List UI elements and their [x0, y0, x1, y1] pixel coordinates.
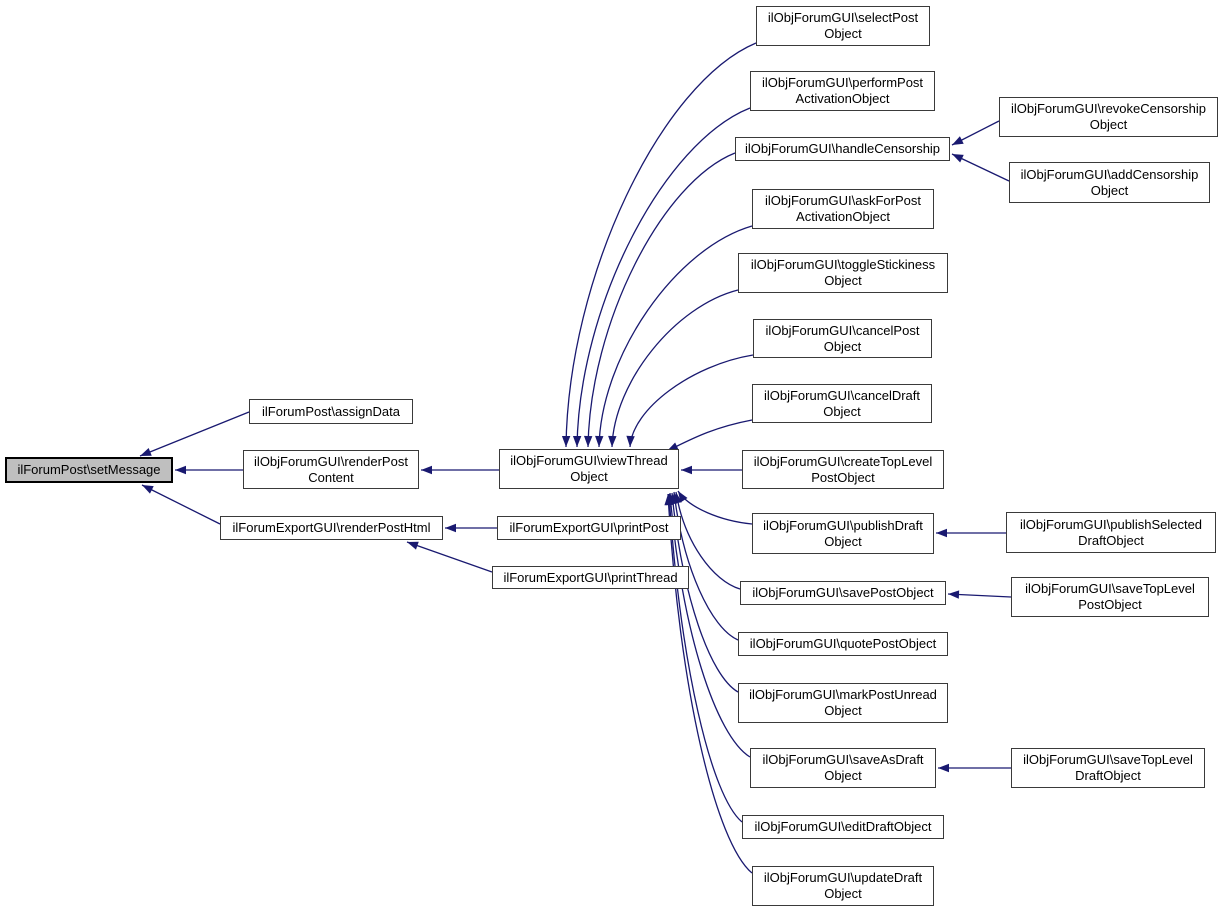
graph-node-renderPostHtml[interactable]: [220, 516, 443, 540]
graph-node-publishDraftObject[interactable]: [752, 513, 934, 554]
graph-node-handleCensorship[interactable]: [735, 137, 950, 161]
graph-node-label: ActivationObject: [795, 91, 890, 106]
graph-node-label: Object: [824, 533, 862, 549]
graph-node-editDraftObject[interactable]: [742, 815, 944, 839]
graph-node-label: ilObjForumGUI\performPost: [761, 75, 924, 90]
graph-node-performPostActivationObject[interactable]: [750, 71, 935, 111]
graph-node-label: ilForumPost\setMessage: [17, 462, 161, 477]
graph-node-revokeCensorshipObject[interactable]: [999, 97, 1218, 137]
graph-node-label: Object: [1089, 117, 1128, 132]
graph-node-label: ilForumExportGUI\printThread: [503, 569, 678, 585]
graph-node-label: ActivationObject: [796, 209, 890, 224]
graph-node-label: PostObject: [1078, 597, 1142, 612]
graph-node-printThread[interactable]: [492, 566, 689, 589]
graph-node-selectPostObject[interactable]: [756, 6, 930, 46]
graph-node-toggleStickinessObject[interactable]: [738, 253, 948, 293]
graph-node-setMessage: [5, 457, 173, 483]
graph-node-renderPostContent[interactable]: [243, 450, 419, 489]
graph-node-label: Object: [824, 886, 862, 901]
graph-node-label: ilObjForumGUI\addCensorship: [1020, 166, 1199, 182]
graph-node-label: ilObjForumGUI\handleCensorship: [744, 141, 941, 156]
graph-node-label: ilObjForumGUI\editDraftObject: [754, 819, 932, 834]
graph-node-label: ilObjForumGUI\createTopLevel: [753, 453, 933, 469]
graph-node-cancelDraftObject[interactable]: [752, 384, 932, 423]
graph-node-label: ilObjForumGUI\saveAsDraft: [762, 752, 924, 767]
graph-node-addCensorshipObject[interactable]: [1009, 162, 1210, 203]
graph-node-label: Object: [824, 768, 862, 783]
graph-node-publishSelectedDraftObject[interactable]: [1006, 512, 1216, 553]
graph-node-printPost[interactable]: [497, 516, 681, 540]
graph-node-updateDraftObject[interactable]: [752, 866, 934, 906]
graph-node-label: Object: [824, 703, 862, 718]
graph-node-label: Object: [1090, 182, 1129, 198]
graph-node-label: ilObjForumGUI\markPostUnread: [749, 687, 937, 702]
graph-node-label: PostObject: [811, 469, 875, 485]
graph-node-saveTopLevelDraftObject[interactable]: [1011, 748, 1205, 788]
graph-node-label: ilObjForumGUI\cancelPost: [765, 322, 920, 338]
graph-node-saveTopLevelPostObject[interactable]: [1011, 577, 1209, 617]
graph-node-label: Object: [824, 26, 862, 41]
graph-node-savePostObject[interactable]: [740, 581, 946, 605]
graph-node-createTopLevelPostObject[interactable]: [742, 450, 944, 489]
graph-node-quotePostObject[interactable]: [738, 632, 948, 656]
graph-node-label: Object: [823, 403, 861, 419]
graph-node-askForPostActivationObject[interactable]: [752, 189, 934, 229]
graph-node-label: ilObjForumGUI\renderPost: [254, 453, 408, 469]
graph-node-markPostUnreadObject[interactable]: [738, 683, 948, 723]
graph-node-label: DraftObject: [1078, 532, 1144, 548]
graph-node-label: ilObjForumGUI\selectPost: [767, 10, 919, 25]
graph-node-label: ilForumExportGUI\renderPostHtml: [232, 520, 431, 535]
graph-node-assignData[interactable]: [249, 399, 413, 424]
graph-node-label: ilObjForumGUI\toggleStickiness: [750, 257, 936, 272]
graph-node-label: ilObjForumGUI\publishSelected: [1019, 516, 1203, 532]
graph-node-label: Content: [308, 469, 354, 485]
graph-node-label: ilObjForumGUI\publishDraft: [763, 517, 923, 533]
graph-node-label: ilObjForumGUI\saveTopLevel: [1025, 581, 1195, 596]
graph-node-cancelPostObject[interactable]: [753, 319, 932, 358]
graph-node-label: ilObjForumGUI\cancelDraft: [763, 387, 921, 403]
graph-node-label: Object: [824, 273, 862, 288]
graph-node-label: ilForumPost\assignData: [262, 403, 400, 419]
graph-node-label: Object: [823, 338, 862, 354]
graph-node-label: DraftObject: [1075, 768, 1141, 783]
graph-node-label: ilObjForumGUI\saveTopLevel: [1023, 752, 1193, 767]
graph-node-label: Object: [570, 469, 608, 484]
graph-node-saveAsDraftObject[interactable]: [750, 748, 936, 788]
graph-node-label: ilForumExportGUI\printPost: [509, 520, 669, 535]
graph-node-label: ilObjForumGUI\updateDraft: [763, 870, 923, 885]
graph-node-label: ilObjForumGUI\revokeCensorship: [1010, 101, 1207, 116]
graph-node-label: ilObjForumGUI\savePostObject: [752, 585, 934, 600]
graph-node-label: ilObjForumGUI\askForPost: [764, 193, 922, 208]
graph-node-label: ilObjForumGUI\viewThread: [510, 453, 668, 468]
graph-node-label: ilObjForumGUI\quotePostObject: [749, 636, 937, 651]
graph-node-viewThreadObject[interactable]: [499, 449, 679, 489]
